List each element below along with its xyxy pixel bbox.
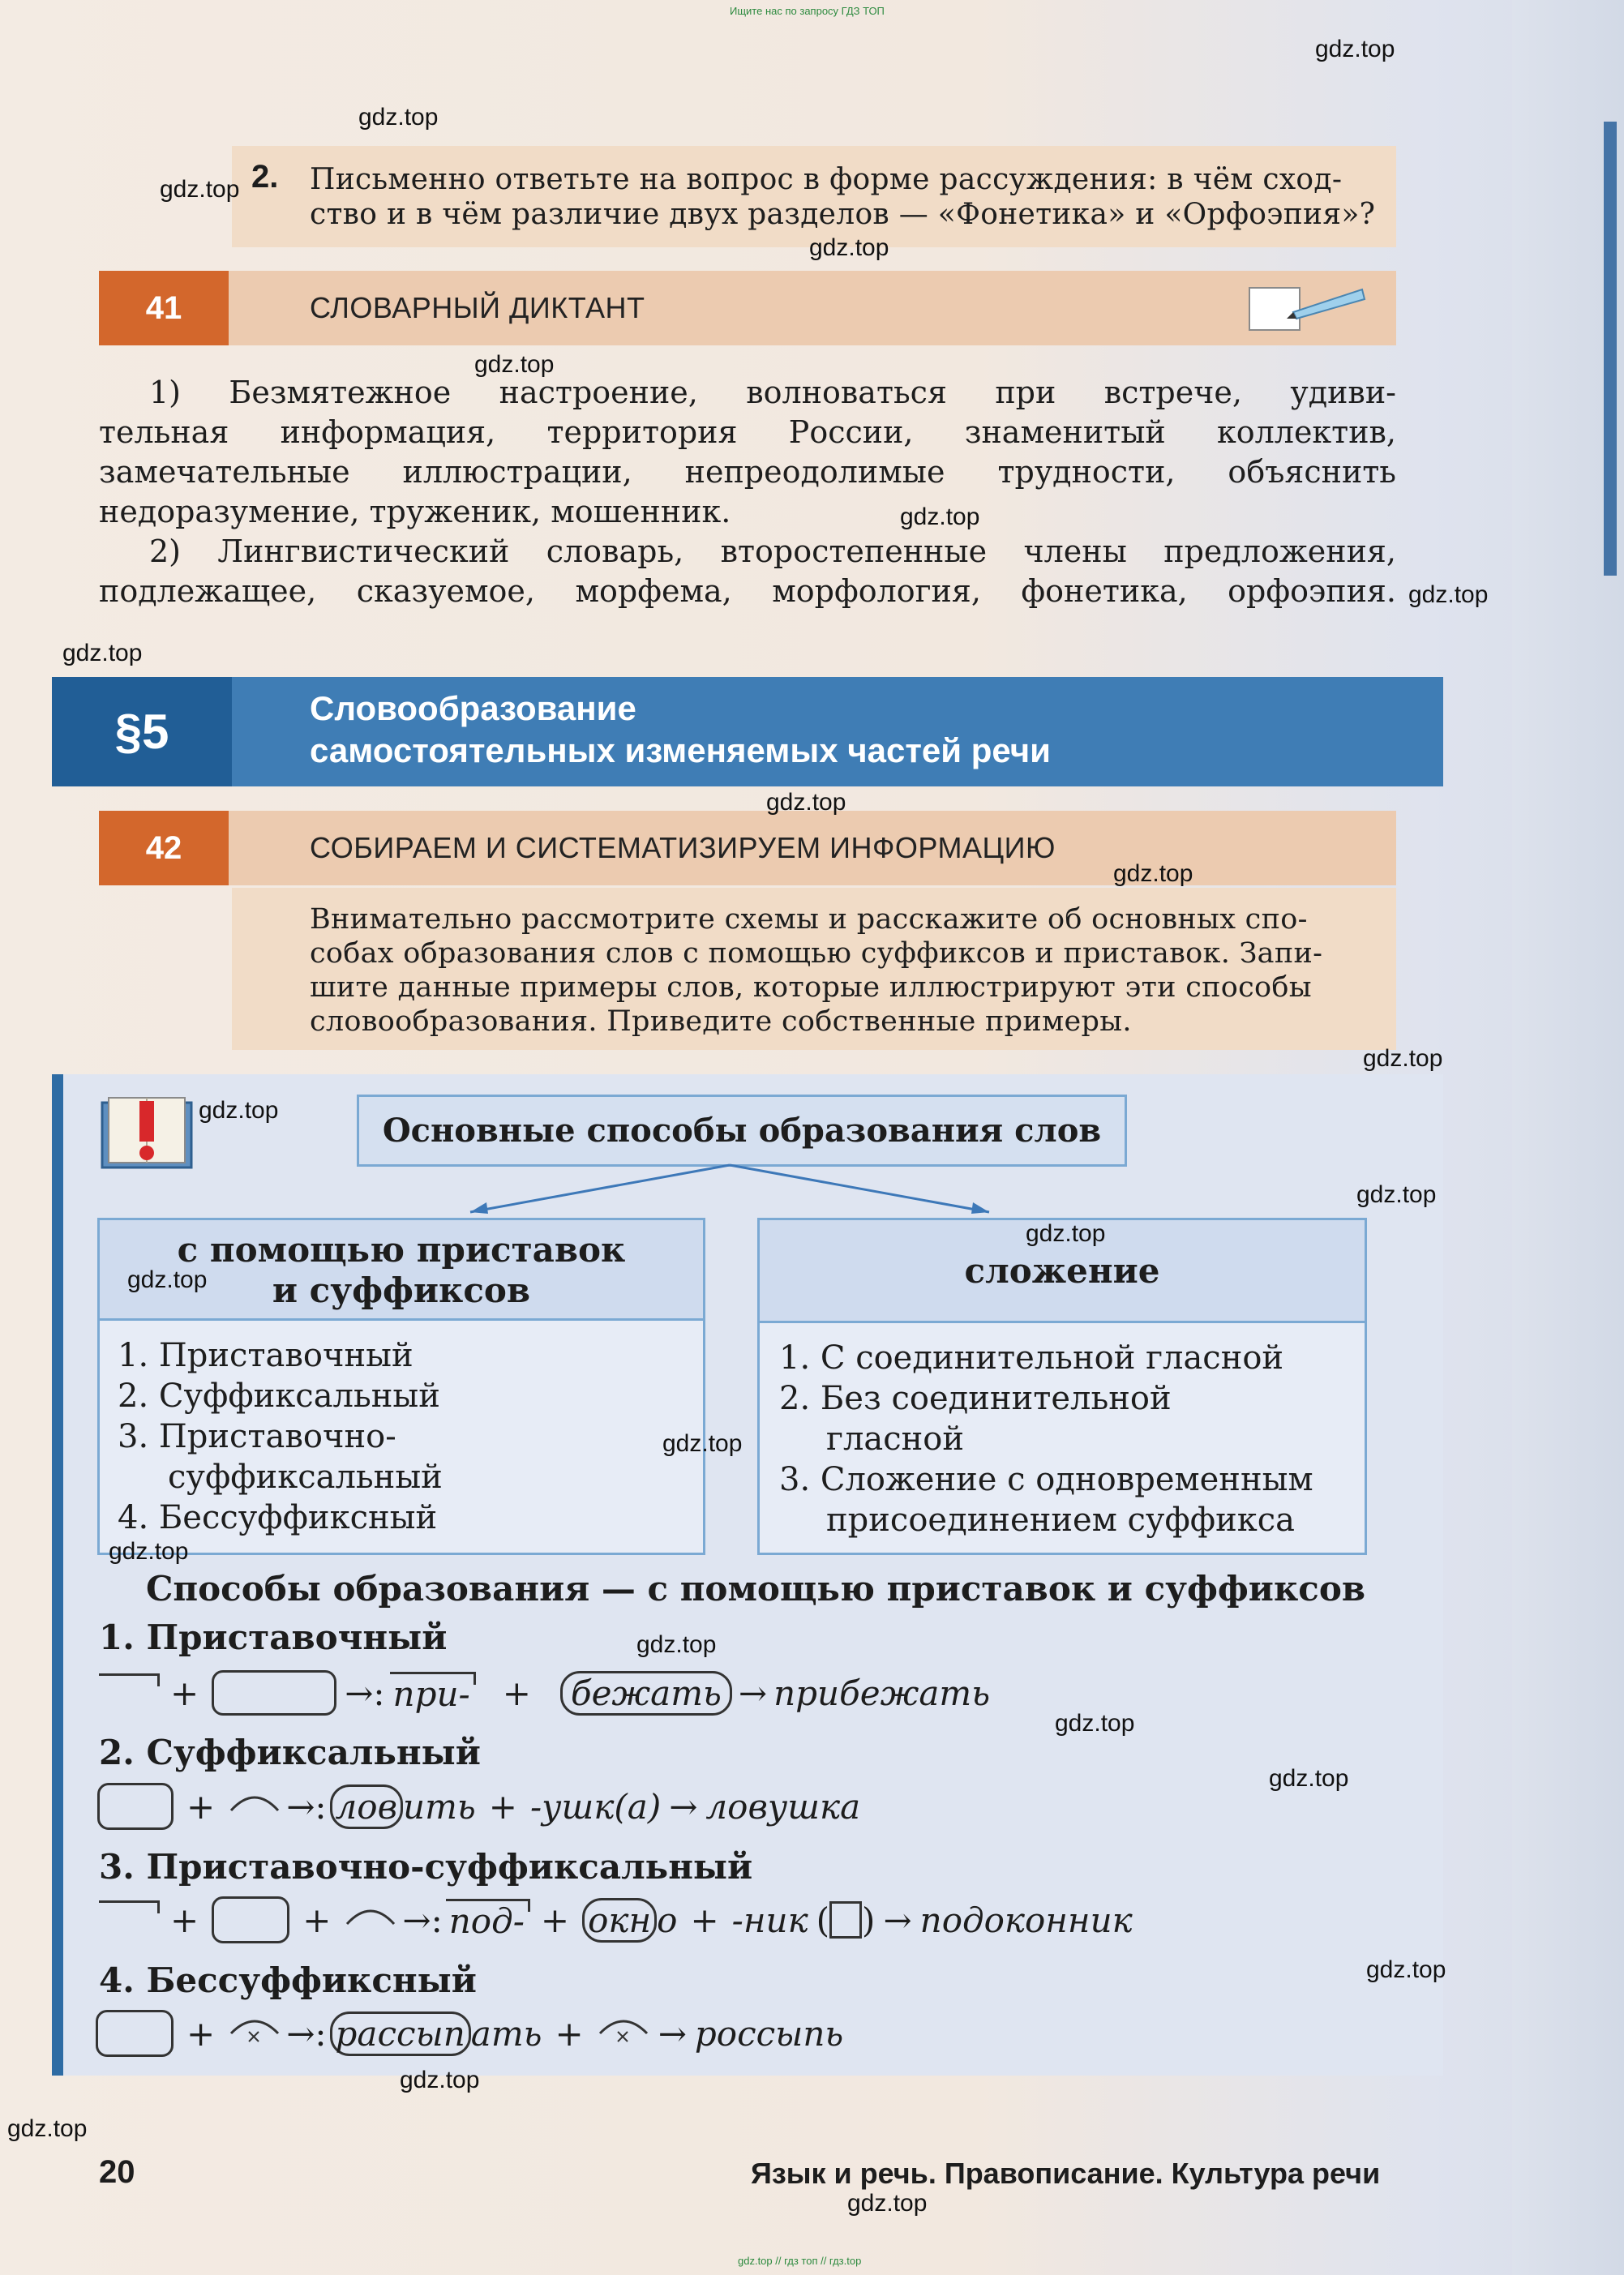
watermark: gdz.top — [1315, 36, 1395, 62]
watermark: gdz.top — [7, 2115, 88, 2142]
exercise-42-line-2: собах образования слов с помощью суффиксов и приставок. Запи- — [310, 937, 1323, 970]
watermark: gdz.top — [1366, 1956, 1446, 1983]
watermark: gdz.top — [1269, 1765, 1349, 1792]
dictation-line-1: 1) Безмятежное настроение, волноваться при встрече, удиви- — [149, 375, 1396, 410]
right-item-2-cont: гласной — [826, 1420, 965, 1458]
left-scheme-list — [100, 1321, 703, 1538]
task-2-line-2: ство и в чём различие двух разделов — «Фонетика» и «Орфоэпия»? — [310, 198, 1376, 231]
watermark: gdz.top — [809, 234, 889, 261]
left-head-line-2: и суффиксов — [272, 1270, 531, 1310]
right-scheme-head: сложение — [760, 1220, 1365, 1323]
method-2-scheme: + →: лов ить + -ушк (а) → ловушка — [97, 1782, 860, 1831]
top-micro-watermark: Ищите нас по запросу ГДЗ ТОП — [730, 5, 885, 17]
watermark: gdz.top — [1363, 1045, 1443, 1072]
watermark: gdz.top — [400, 2067, 480, 2093]
watermark: gdz.top — [636, 1631, 717, 1658]
dictation-line-5: 2) Лингвистический словарь, второстепенные члены предложения, — [149, 533, 1396, 569]
ending-mark-icon — [829, 1901, 862, 1939]
right-item-3: 3. Сложение с одновременным — [779, 1461, 1313, 1498]
example-root: окн — [582, 1898, 657, 1943]
watermark: gdz.top — [62, 640, 143, 666]
dictation-line-3: замечательные иллюстрации, непреодолимые трудности, объяснить — [99, 454, 1396, 490]
example-ending: ить — [403, 1786, 476, 1827]
right-item-1: 1. С соединительной гласной — [779, 1339, 1284, 1377]
zero-suffix-mark-icon — [228, 2011, 281, 2048]
example-root: лов — [330, 1784, 403, 1829]
example-result: ловушка — [705, 1786, 861, 1827]
root-mark-icon — [96, 2010, 174, 2057]
attention-book-icon — [99, 1095, 195, 1172]
example-ending: ать — [470, 2013, 542, 2054]
exercise-42-text — [310, 902, 1322, 1039]
exercise-42-line-1: Внимательно рассмотрите схемы и расскажите об основных спо- — [310, 903, 1308, 936]
left-item-2: 2. Суффиксальный — [118, 1377, 440, 1415]
example-result: подоконник — [919, 1900, 1133, 1940]
section-title-line-1: Словообразование — [310, 689, 636, 727]
left-item-1: 1. Приставочный — [118, 1337, 413, 1374]
example-suffix: -ушк — [529, 1786, 615, 1827]
method-1-title: 1. Приставочный — [99, 1617, 448, 1657]
watermark: gdz.top — [1356, 1181, 1437, 1208]
watermark: gdz.top — [474, 351, 555, 378]
dictation-line-6: подлежащее, сказуемое, морфема, морфология, фонетика, орфоэпия. — [99, 573, 1396, 609]
right-scheme-list — [760, 1323, 1365, 1540]
page-edge-tab — [1604, 122, 1617, 576]
section-number: §5 — [52, 677, 232, 786]
exercise-42-title: СОБИРАЕМ И СИСТЕМАТИЗИРУЕМ ИНФОРМАЦИЮ — [310, 831, 1056, 864]
left-head-line-1: с помощью приставок — [177, 1230, 626, 1270]
watermark: gdz.top — [1055, 1710, 1135, 1737]
method-4-scheme: + →: рассып ать + → россыпь — [96, 2009, 843, 2058]
left-item-3: 3. Приставочно- — [118, 1418, 396, 1455]
example-root: бежать — [560, 1671, 732, 1716]
method-3-scheme: + + →: под- + окн о + -ник ( ) → подоконник — [99, 1896, 1133, 1944]
scheme-arrows — [438, 1162, 1022, 1219]
exercise-41-header — [99, 271, 1396, 345]
bottom-micro-watermark: gdz.top // гдз топ // гдз.top — [738, 2255, 862, 2267]
suffix-mark-icon — [344, 1896, 397, 1929]
example-prefix: при- — [390, 1672, 473, 1714]
example-suffix: -ник — [731, 1900, 808, 1940]
exercise-41-title: СЛОВАРНЫЙ ДИКТАНТ — [310, 291, 645, 324]
watermark: gdz.top — [1113, 860, 1193, 887]
watermark: gdz.top — [127, 1266, 208, 1293]
watermark: gdz.top — [847, 2190, 928, 2217]
exercise-42-line-3: шите данные примеры слов, которые иллюстрируют эти способы — [310, 971, 1312, 1004]
prefix-mark-icon — [99, 1673, 157, 1692]
left-item-3-cont: суффиксальный — [168, 1459, 443, 1496]
example-root: рассып — [330, 2012, 471, 2056]
exercise-42-line-4: словообразования. Приведите собственные примеры. — [310, 1005, 1132, 1038]
example-flex: (а) — [614, 1786, 662, 1827]
watermark: gdz.top — [1408, 581, 1489, 608]
running-title: Язык и речь. Правописание. Культура речи — [751, 2157, 1381, 2190]
watermark: gdz.top — [160, 176, 240, 203]
pen-paper-icon — [1245, 281, 1366, 334]
method-1-scheme: + →: при- + бежать → прибежать — [99, 1669, 990, 1717]
section-title-line-2: самостоятельных изменяемых частей речи — [310, 731, 1051, 769]
root-mark-icon — [212, 1896, 289, 1943]
example-prefix: под- — [446, 1899, 528, 1941]
example-result: прибежать — [773, 1673, 991, 1713]
left-item-4: 4. Бессуффиксный — [118, 1499, 438, 1536]
methods-heading: Способы образования — с помощью приставок и суффиксов — [146, 1569, 1366, 1609]
method-3-title: 3. Приставочно-суффиксальный — [99, 1847, 753, 1887]
watermark: gdz.top — [358, 104, 439, 131]
right-item-3-cont: присоединением суффикса — [826, 1502, 1295, 1539]
dictation-line-2: тельная информация, территория России, знаменитый коллектив, — [99, 414, 1396, 450]
task-2-line-1: Письменно ответьте на вопрос в форме рассуждения: в чём сход- — [310, 163, 1343, 196]
exercise-42-number: 42 — [99, 811, 229, 885]
right-scheme-box — [757, 1218, 1367, 1555]
zero-suffix-mark-icon — [597, 2011, 650, 2048]
rule-panel-bar — [52, 1074, 63, 2076]
suffix-mark-icon — [228, 1783, 281, 1815]
scheme-main-title: Основные способы образования слов — [357, 1095, 1127, 1167]
root-mark-icon — [97, 1783, 174, 1830]
section-title — [310, 688, 1051, 772]
method-4-title: 4. Бессуффиксный — [99, 1960, 477, 2000]
watermark: gdz.top — [1026, 1220, 1106, 1247]
right-item-2: 2. Без соединительной — [779, 1380, 1172, 1417]
example-result: россыпь — [694, 2013, 844, 2054]
watermark: gdz.top — [766, 789, 846, 816]
watermark: gdz.top — [900, 503, 980, 530]
watermark: gdz.top — [662, 1430, 743, 1457]
example-tail: о — [657, 1900, 678, 1940]
prefix-mark-icon — [99, 1900, 157, 1919]
watermark: gdz.top — [199, 1097, 279, 1124]
exercise-41-number: 41 — [99, 271, 229, 345]
page-number: 20 — [99, 2154, 135, 2190]
method-2-title: 2. Суффиксальный — [99, 1733, 481, 1772]
dictation-line-4: недоразумение, труженик, мошенник. — [99, 494, 731, 529]
watermark: gdz.top — [109, 1538, 189, 1565]
task-2-number: 2. — [251, 159, 279, 195]
root-mark-icon — [212, 1670, 336, 1716]
